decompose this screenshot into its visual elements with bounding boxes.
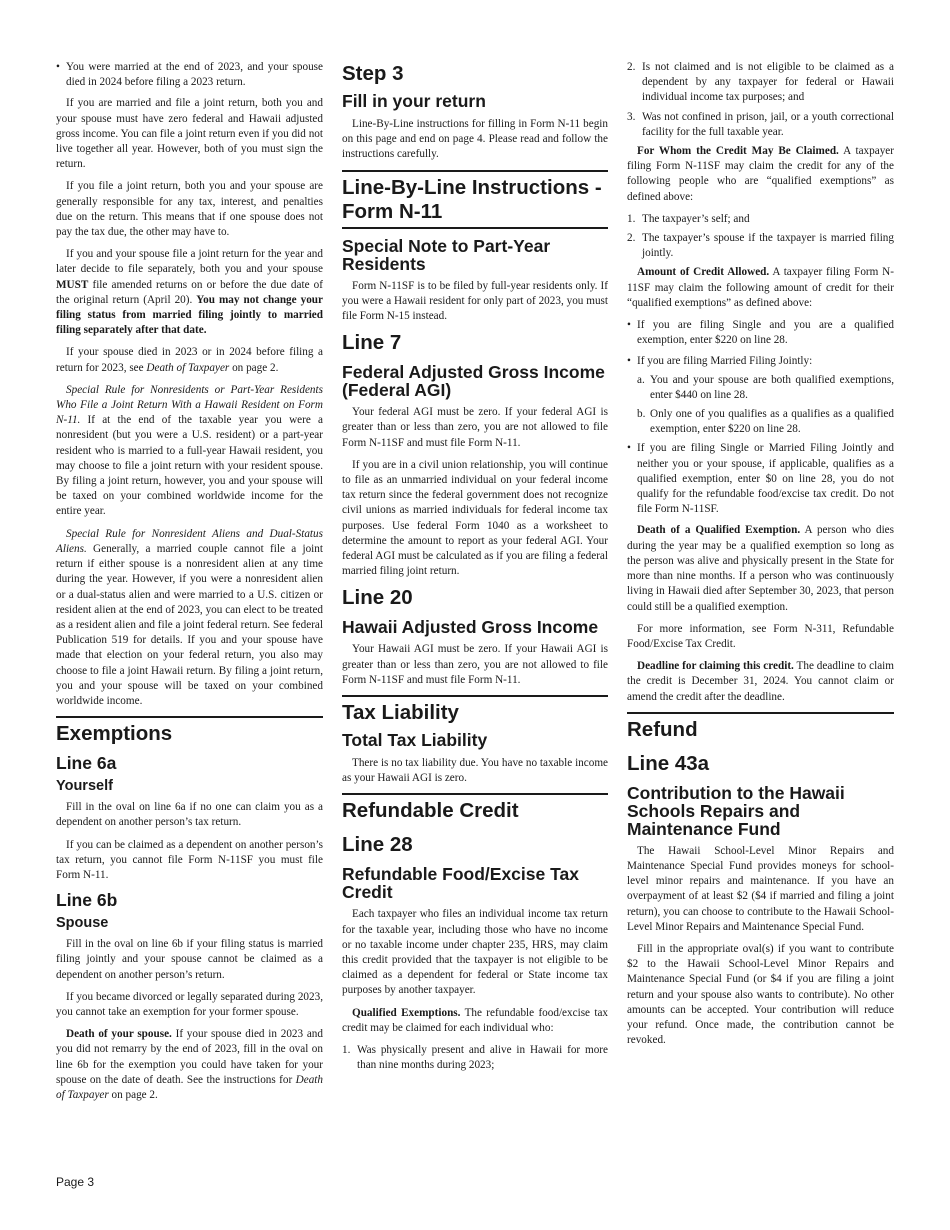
bullet-filing-single: • If you are filing Single and you are a qualified exemption, enter $220 on line 28. <box>627 318 894 348</box>
bullet-spouse-died-2024: • You were married at the end of 2023, and your spouse died in 2024 before filing a 2023 return. <box>56 60 323 90</box>
heading-yourself: Yourself <box>56 778 113 795</box>
paragraph-line6a-oval: Fill in the oval on line 6a if no one can claim you as a dependent on another person’s tax return. <box>56 801 323 829</box>
heading-line-43a: Line 43a <box>627 751 710 775</box>
column-1 <box>56 60 323 1110</box>
heading-contribution-schools-fund: Contribution to the Hawaii Schools Repairs and Maintenance Fund <box>627 782 845 839</box>
list-item: 2. The taxpayer’s spouse if the taxpayer is married filing jointly. <box>627 232 894 260</box>
list-item: 2. Is not claimed and is not eligible to be claimed as a dependent by any taxpayer for federal or Hawaii individual income tax purposes; and <box>627 61 894 104</box>
paragraph-line6a-dependent: If you can be claimed as a dependent on another person’s tax return, you cannot file Form N-11SF you must file Form N-11. <box>56 838 323 881</box>
paragraph-fill-oval-contribute: Fill in the appropriate oval(s) if you want to contribute $2 to the Hawaii School-Level Minor Repairs and Maintenance Special Fund (or $4 if you are filing a joint return and your spouse also wants to contribute). No other amounts can be accepted. Your contribution will reduce your refund. Once made, the contribution cannot be revoked. <box>627 942 894 1047</box>
heading-spouse: Spouse <box>56 915 109 932</box>
paragraph-special-rule-nonresidents: Special Rule for Nonresidents or Part-Year Residents Who File a Joint Return With a Hawaii Resident on Form N-11. If at the end of the taxable year you were a nonresident (but you were a U.S. resident) or a part-year resident who is married to a full-year Hawaii resident, you may choose to file a joint return with your resident spouse. By filing a joint return, however, you and your spouse will be taxed on your combined worldwide income for the entire year. <box>56 383 323 518</box>
heading-food-excise-credit: Refundable Food/Excise Tax Credit <box>342 864 579 903</box>
list-item: 3. Was not confined in prison, jail, or a youth correctional facility for the full taxable year. <box>627 110 894 138</box>
bullet-neither-qualifies: • If you are filing Single or Married Filing Jointly and neither you or your spouse, if applicable, qualifies as a qualified exemption, enter $0 on line 28, you do not qualify for the refundable food/excise tax credit. Do not file Form N-11SF. <box>627 441 894 517</box>
paragraph-civil-union: If you are in a civil union relationship, you will continue to file as an unmarried individual on your federal income tax return since the federal government does not recognize civil unions as married individuals for federal income tax purposes. Use federal Form 1040 as a worksheet to determine the amount to report as your federal AGI. Your federal AGI must be calculated as if you are filing a federal married filing joint return. <box>342 458 608 578</box>
paragraph-federal-agi-zero: Your federal AGI must be zero. If your federal AGI is greater than or less than zero, you are not allowed to file Form N-11SF and must file Form N-11. <box>342 406 608 449</box>
list-item: 1. The taxpayer’s self; and <box>627 212 750 225</box>
heading-line-28: Line 28 <box>342 833 413 857</box>
paragraph-school-fund: The Hawaii School-Level Minor Repairs and Maintenance Special Fund provides moneys for school-level minor repairs and maintenance. If you have an overpayment of at least $2 ($4 if married and filing a joint return), you can choose to contribute to the Hawaii School-Level Minor Repairs and Maintenance Special Fund. <box>627 844 894 933</box>
paragraph-for-whom: For Whom the Credit May Be Claimed. A taxpayer filing Form N-11SF may claim the credit for any of the following people who are “qualified exemptions” as defined above: <box>627 145 894 203</box>
paragraph-line-by-line-intro: Line-By-Line instructions for filling in Form N-11 begin on this page and end on page 4. Please read and follow the instructions carefully. <box>342 118 608 161</box>
paragraph-hawaii-agi-zero: Your Hawaii AGI must be zero. If your Hawaii AGI is greater than or less than zero, you are not allowed to file Form N-11SF and must file Form N-11. <box>342 643 608 686</box>
sub-item-one-qualified: b. Only one of you qualifies as a qualifies as a qualified exemption, enter $220 on line 28. <box>637 408 894 436</box>
paragraph-amended-returns: If you and your spouse file a joint return for the year and later decide to file separately, both you and your spouse MUST file amended returns on or before the due date of the original return (April 20). You may not change your filing status from married filing jointly to married filing separately after that date. <box>56 248 323 337</box>
column-2 <box>342 60 608 1078</box>
paragraph-death-of-spouse: Death of your spouse. If your spouse died in 2023 and you did not remarry by the end of 2023, fill in the oval on line 6b for the exemption you could have taken for your spouse on the date of death. See the instructions for Death of Taxpayer on page 2. <box>56 1028 323 1101</box>
list-item: 1. Was physically present and alive in Hawaii for more than nine months during 2023; <box>342 1044 608 1072</box>
heading-refund: Refund <box>627 712 894 742</box>
heading-refundable-credit: Refundable Credit <box>342 793 608 823</box>
paragraph-no-tax-liability: There is no tax liability due. You have no taxable income as your Hawaii AGI is zero. <box>342 757 608 785</box>
paragraph-deadline: Deadline for claiming this credit. The deadline to claim the credit is December 31, 2024. You cannot claim or amend the credit after the deadline. <box>627 660 894 703</box>
paragraph-joint-responsibility: If you file a joint return, both you and your spouse are generally responsible for any tax, interest, and penalties due on the return. This means that if one spouse does not pay the tax due, the other may have to. <box>56 180 323 239</box>
heading-step-3: Step 3 <box>342 62 404 85</box>
paragraph-special-rule-aliens: Special Rule for Nonresident Aliens and Dual-Status Aliens. Generally, a married couple cannot file a joint return if either spouse is a nonresident alien at any time during the year. However, if you were a nonresident alien or a dual-status alien and were married to a U.S. citizen or resident alien at the end of 2023, you can elect to be treated as a resident alien and file a joint federal return. See federal Publication 519 for details. If you and your spouse have made that election on your federal return, you also may choose to file a joint Hawaii return. By filing a joint return, you and your spouse will be taxed on your combined worldwide income. <box>56 527 323 707</box>
column-3 <box>627 60 894 1055</box>
heading-exemptions: Exemptions <box>56 716 323 746</box>
heading-line-6a: Line 6a <box>56 753 117 774</box>
paragraph-spouse-died: If your spouse died in 2023 or in 2024 before filing a return for 2023, see Death of Taxpayer on page 2. <box>56 346 323 374</box>
heading-total-tax-liability: Total Tax Liability <box>342 730 488 751</box>
paragraph-divorced: If you became divorced or legally separated during 2023, you cannot take an exemption for your former spouse. <box>56 990 323 1018</box>
heading-fill-in-return: Fill in your return <box>342 91 486 111</box>
paragraph-qualified-exemptions: Qualified Exemptions. The refundable food/excise tax credit may be claimed for each individual who: <box>342 1006 608 1034</box>
bullet-filing-jointly: • If you are filing Married Filing Jointly: <box>627 354 894 369</box>
heading-line-7: Line 7 <box>342 331 402 355</box>
heading-line-by-line-instructions: Line-By-Line Instructions - Form N-11 <box>342 170 608 229</box>
heading-hawaii-agi: Hawaii Adjusted Gross Income <box>342 617 599 638</box>
paragraph-line6b-oval: Fill in the oval on line 6b if your filing status is married filing jointly and your spouse cannot be claimed as a dependent on another person’s return. <box>56 938 323 981</box>
paragraph-credit-eligibility: Each taxpayer who files an individual income tax return for the taxable year, including those who have no income or no taxable income under chapter 235, HRS, may claim this credit provided that the taxpayer is not eligible to be claimed as a dependent for federal or State income tax purposes by another taxpayer. <box>342 908 608 997</box>
paragraph-joint-return-zero-agi: If you are married and file a joint return, both you and your spouse must have zero federal and Hawaii adjusted gross income. You can file a joint return even if you did not live together all year. However, both of you must sign the return. <box>56 97 323 171</box>
heading-tax-liability: Tax Liability <box>342 695 608 725</box>
heading-federal-agi: Federal Adjusted Gross Income (Federal AGI) <box>342 362 605 401</box>
paragraph-part-year: Form N-11SF is to be filed by full-year residents only. If you were a Hawaii resident for only part of 2023, you must file Form N-15 instead. <box>342 279 608 323</box>
paragraph-more-info: For more information, see Form N-311, Refundable Food/Excise Tax Credit. <box>627 622 894 650</box>
heading-line-6b: Line 6b <box>56 890 118 911</box>
page-number: Page 3 <box>56 1175 95 1189</box>
sub-item-both-qualified: a. You and your spouse are both qualified exemptions, enter $440 on line 28. <box>637 373 894 401</box>
heading-line-20: Line 20 <box>342 586 413 610</box>
heading-special-note: Special Note to Part-Year Residents <box>342 235 551 274</box>
paragraph-death-qualified-exemption: Death of a Qualified Exemption. A person who dies during the year may be a qualified exemption so long as the person was alive and physically present in the State for more than nine months. If a person who was continuously living in Hawaii died after September 30, 2023, that person could still be a qualified exemption. <box>627 524 894 613</box>
paragraph-amount-of-credit: Amount of Credit Allowed. A taxpayer filing Form N-11SF may claim the following amount of credit for their “qualified exemptions” as defined above: <box>627 266 894 309</box>
